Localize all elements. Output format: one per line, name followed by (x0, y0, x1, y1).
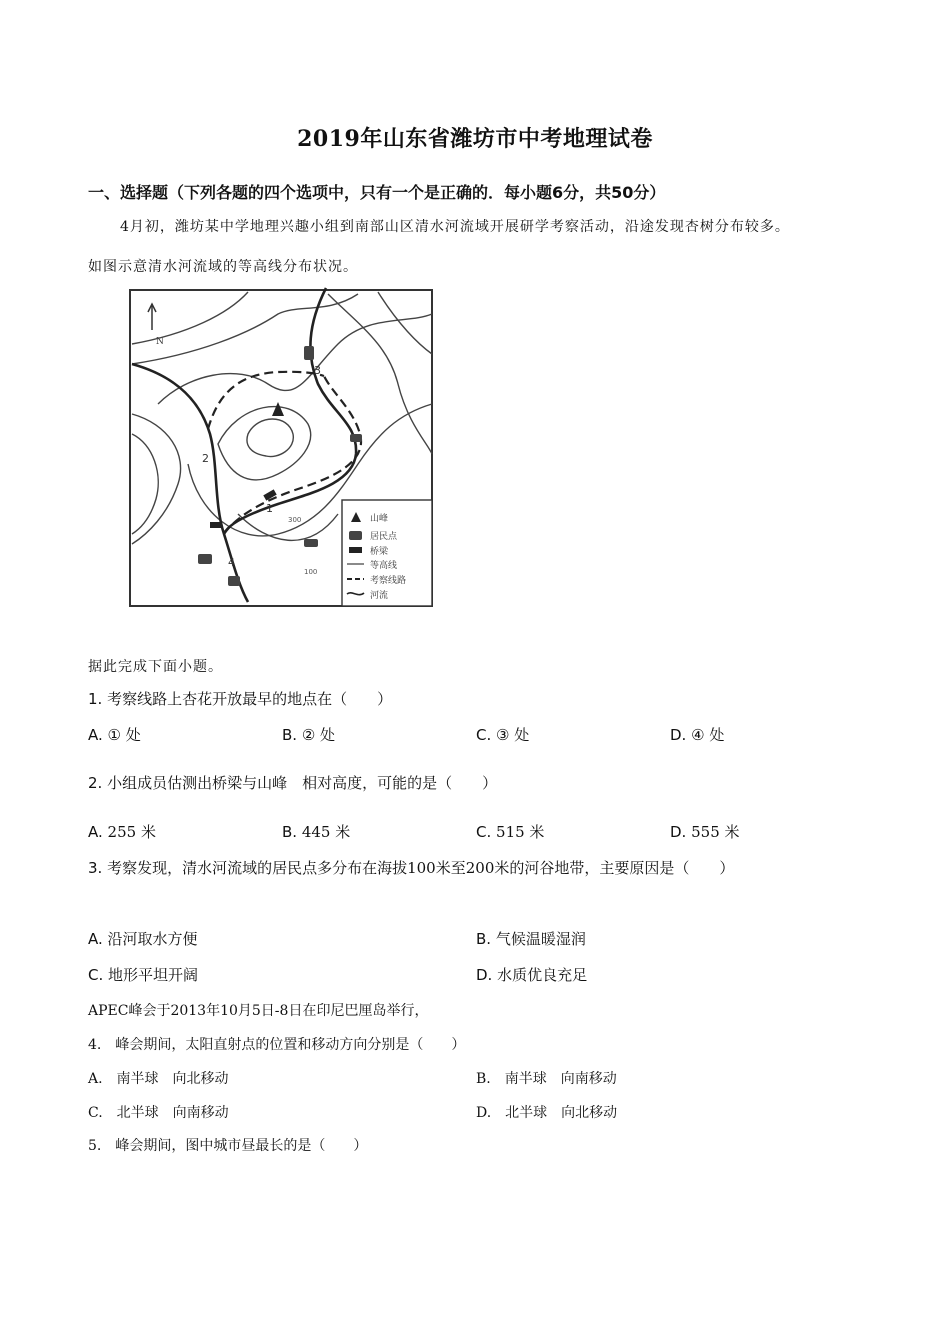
question-3 (88, 857, 734, 878)
section-heading: 一、选择题（下列各题的四个选项中，只有一个是正确的．每小题6分，共50分） (88, 183, 666, 202)
peak-icon (272, 402, 284, 416)
q1-option-a[interactable]: A. ① 处 (88, 726, 141, 744)
question-5: 5. 峰会期间，图中城市昼最长的是（ ） (88, 1138, 368, 1154)
legend-village: 居民点 (370, 532, 398, 542)
svg-text:N: N (156, 337, 164, 347)
q1-option-b[interactable]: B. ② 处 (282, 726, 336, 744)
q4-option-d[interactable]: D. 北半球 向北移动 (476, 1105, 618, 1121)
q2-option-b[interactable]: B. 445 米 (282, 823, 351, 841)
question-2 (88, 772, 497, 793)
intro-line-1: 4月初，潍坊某中学地理兴趣小组到南部山区清水河流域开展研学考察活动，沿途发现杏树分布较多。 (120, 219, 790, 235)
question-1 (88, 688, 392, 709)
route-marker-3: 3 (314, 364, 321, 377)
question-text: 考察发现，清水河流域的居民点多分布在海拔100米至200米的河谷地带，主要原因是（ ） (107, 859, 735, 877)
page-title: 2019年山东省潍坊市中考地理试卷 (297, 126, 653, 152)
q1-option-c[interactable]: C. ③ 处 (476, 726, 530, 744)
q2-option-d[interactable]: D. 555 米 (670, 823, 740, 841)
q3-option-d[interactable]: D. 水质优良充足 (476, 966, 588, 984)
village-icons (198, 346, 362, 586)
contour-label-100: 100 (304, 568, 318, 576)
q4-option-a[interactable]: A. 南半球 向北移动 (88, 1071, 229, 1087)
question-number: 2. (88, 774, 103, 792)
question-number: 1. (88, 690, 103, 708)
intro-line-2: 如图示意清水河流域的等高线分布状况。 (88, 259, 358, 275)
question-text: 小组成员估测出桥梁与山峰 相对高度，可能的是（ ） (107, 774, 498, 792)
legend-route: 考察线路 (370, 576, 407, 586)
q1-option-d[interactable]: D. ④ 处 (670, 726, 725, 744)
question-number: 3. (88, 859, 103, 877)
q4-option-c[interactable]: C. 北半球 向南移动 (88, 1105, 229, 1121)
map-legend (342, 500, 432, 606)
river-lines (132, 288, 356, 602)
contour-map (128, 284, 434, 612)
legend-contour: 等高线 (370, 561, 398, 571)
route-marker-2: 2 (202, 452, 209, 465)
q3-option-b[interactable]: B. 气候温暖湿润 (476, 930, 586, 948)
question-4: 4. 峰会期间，太阳直射点的位置和移动方向分别是（ ） (88, 1037, 466, 1053)
legend-bridge: 桥梁 (370, 547, 389, 557)
q3-option-a[interactable]: A. 沿河取水方便 (88, 930, 198, 948)
legend-peak: 山峰 (370, 514, 389, 524)
q3-option-c[interactable]: C. 地形平坦开阔 (88, 966, 199, 984)
q2-option-c[interactable]: C. 515 米 (476, 823, 545, 841)
q4-option-b[interactable]: B. 南半球 向南移动 (476, 1071, 617, 1087)
apec-passage: APEC峰会于2013年10月5日-8日在印尼巴厘岛举行， (88, 1003, 429, 1019)
contour-label-300: 300 (288, 516, 302, 524)
legend-river: 河流 (370, 591, 389, 601)
route-marker-4: 4 (228, 556, 235, 569)
route-marker-1: 1 (266, 502, 273, 515)
question-text: 考察线路上杏花开放最早的地点在（ ） (107, 690, 393, 708)
prompt-text: 据此完成下面小题。 (88, 659, 223, 675)
q2-option-a[interactable]: A. 255 米 (88, 823, 156, 841)
